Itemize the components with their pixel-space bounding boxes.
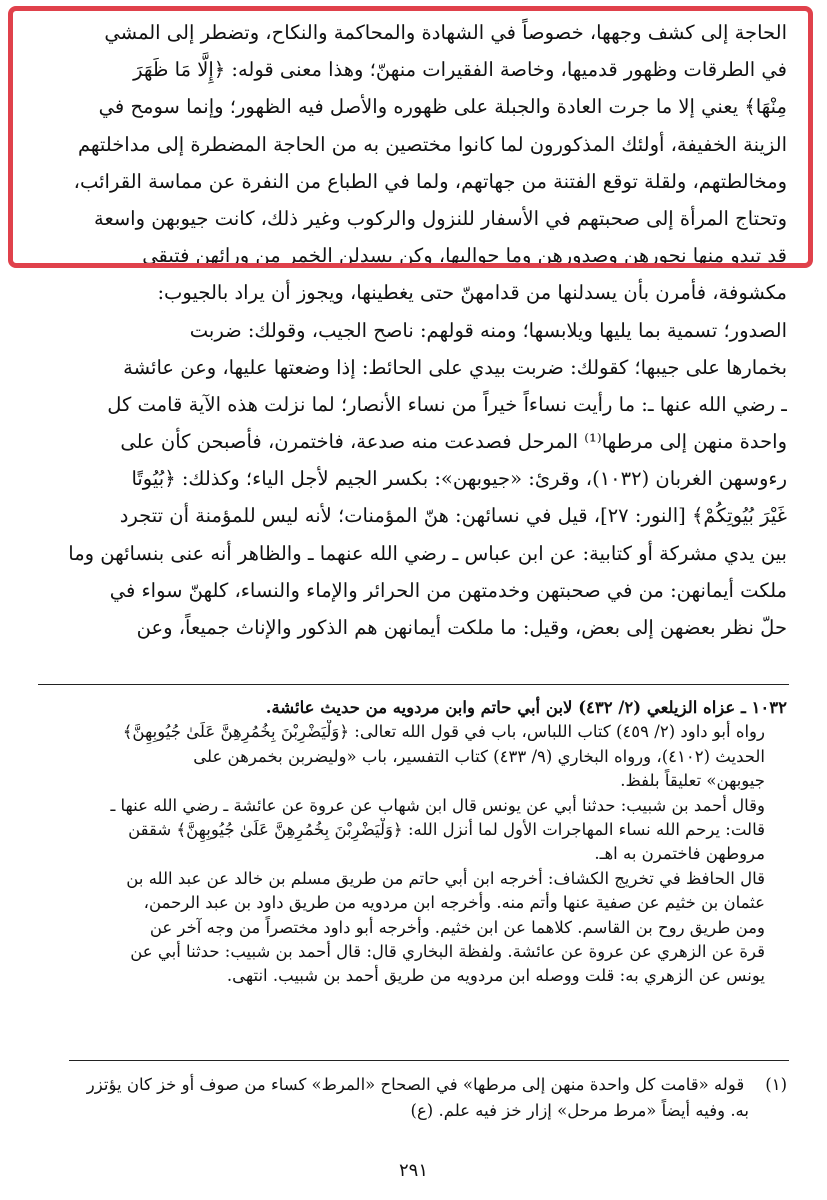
text-line: واحدة منهن إلى مرطها⁽¹⁾ المرحل فصدعت منه صدعة، فاختمرن، فأصبحن كأن على	[120, 430, 787, 454]
footnote-line	[40, 1072, 787, 1098]
note-line: عثمان بن خثيم عن صفية عنها وأتم منه. وأخرجه ابن مردويه من طريق داود بن عبد الرحمن،	[143, 893, 765, 913]
note-line: الحديث (٤١٠٢)، ورواه البخاري (٩/ ٤٣٣) كتاب التفسير، باب «وليضربن بخمرهن على	[193, 746, 765, 766]
note-line: رواه أبو داود (٢/ ٤٥٩) كتاب اللباس، باب في قول الله تعالى: ﴿وَلْيَضْرِبْنَ بِخُمُرِهِنَّ عَلَىٰ جُيُوبِهِنَّ﴾	[122, 722, 765, 742]
text-line: حلّ نظر بعضهن إلى بعض، وقيل: ما ملكت أيمانهن هم الذكور والإناث جميعاً، وعن	[136, 616, 787, 639]
note-line: قرة عن الزهري عن عروة عن عائشة. ولفظة البخاري قال: قال أحمد بن شبيب: حدثنا أبي عن	[130, 941, 765, 961]
text-line: رءوسهن الغربان (١٠٣٢)، وقرئ: «جيوبهن»: بكسر الجيم لأجل الياء؛ وكذلك: ﴿بُيُوتًا	[131, 467, 787, 491]
note-line: ومن طريق روح بن القاسم. كلاهما عن ابن خثيم. وأخرجه أبو داود مختصراً من وجه آخر عن	[149, 917, 765, 937]
text-line: ـ رضي الله عنها ـ: ما رأيت نساءاً خيراً من نساء الأنصار؛ لما نزلت هذه الآية قامت كل	[107, 392, 787, 416]
page-number: ٢٩١	[398, 1160, 428, 1181]
text-line: في الطرقات وظهور قدميها، وخاصة الفقيرات منهنّ؛ وهذا معنى قوله: ﴿إِلَّا مَا ظَهَرَ	[133, 58, 787, 82]
footnote-text: به. وفيه أيضاً «مرط مرحل» إزار خز فيه علم. (ع)	[410, 1101, 749, 1120]
note-line: وقال أحمد بن شبيب: حدثنا أبي عن يونس قال ابن شهاب عن عروة عن عائشة ـ رضي الله عنها ـ	[110, 795, 765, 815]
note-line: قالت: يرحم الله نساء المهاجرات الأول لما أنزل الله: ﴿وَلْيَضْرِبْنَ بِخُمُرِهِنَّ عَلَىٰ جُيُوبِهِنَّ﴾ شققن	[128, 819, 765, 839]
footnote-text: قوله «قامت كل واحدة منهن إلى مرطها» في الصحاح «المرط» كساء من صوف أو خز كان يؤتزر	[86, 1075, 745, 1094]
text-line: ومخالطتهم، ولقلة توقع الفتنة من جهاتهم، ولما في الطباع من النفرة عن مماسة القرائب،	[73, 169, 787, 193]
text-line: وتحتاج المرأة إلى صحبتهم في الأسفار للنزول والركوب وغير ذلك، كانت جيوبهن واسعة	[93, 206, 787, 230]
note-line: يونس عن الزهري به: قلت ووصله ابن مردويه من طريق أحمد بن شبيب. انتهى.	[226, 966, 765, 986]
footnote-short-divider	[69, 1060, 789, 1061]
text-line: غَيْرَ بُيُوتِكُمْ﴾ [النور: ٢٧]، قيل في نسائهن: هنّ المؤمنات؛ لأنه ليس للمؤمنة أن تتجرد	[119, 504, 787, 528]
note-line: قال الحافظ في تخريج الكشاف: أخرجه ابن أبي حاتم من طريق مسلم بن خالد عن عبد الله بن	[126, 868, 765, 888]
text-line: بين يدي مشركة أو كتابية: عن ابن عباس ـ رضي الله عنهما ـ والظاهر أنه عنى بنسائهن وما	[68, 541, 787, 565]
highlight-box	[8, 6, 813, 268]
footnote-marker: (١)	[765, 1075, 787, 1094]
text-line: الزينة الخفيفة، أولئك المذكورون لما كانوا مختصين به من الحاجة المضطرة إلى مداخلتهم	[77, 132, 787, 156]
text-line: مكشوفة، فأمرن بأن يسدلنها من قدامهنّ حتى يغطينها، ويجوز أن يراد بالجيوب:	[157, 281, 787, 305]
text-line: مِنْهَا﴾ يعني إلا ما جرت العادة والجبلة على ظهوره والأصل فيه الظهور؛ وإنما سومح في	[98, 95, 787, 119]
footnote-line	[40, 1098, 787, 1124]
note-line: مروطهن فاختمرن به اهـ.	[594, 844, 765, 864]
footnote-divider	[38, 684, 789, 685]
text-line: بخمارها على جيبها؛ كقولك: ضربت بيدي على الحائط: إذا وضعتها عليها، وعن عائشة	[123, 355, 787, 379]
note-line: جيوبهن» تعليقاً بلفظ.	[620, 771, 765, 791]
note-line: ١٠٣٢ ـ عزاه الزيلعي (٢/ ٤٣٢) لابن أبي حاتم وابن مردويه من حديث عائشة.	[265, 698, 787, 717]
text-line: ملكت أيمانهن: من في صحبتهن وخدمتهن من الحرائر والإماء والنساء، كلهنّ سواء في	[109, 578, 787, 602]
footnote	[40, 1072, 787, 1124]
text-line: الحاجة إلى كشف وجهها، خصوصاً في الشهادة والمحاكمة والنكاح، وتضطر إلى المشي	[104, 21, 787, 44]
text-line: قد تبدو منها نحورهن وصدورهن وما حواليها، وكن يسدلن الخمر من ورائهن فتبقى	[142, 244, 787, 268]
takhrij-notes	[40, 696, 787, 989]
text-line: الصدور؛ تسمية بما يليها ويلابسها؛ ومنه قولهم: ناصح الجيب، وقولك: ضربت	[189, 318, 787, 342]
